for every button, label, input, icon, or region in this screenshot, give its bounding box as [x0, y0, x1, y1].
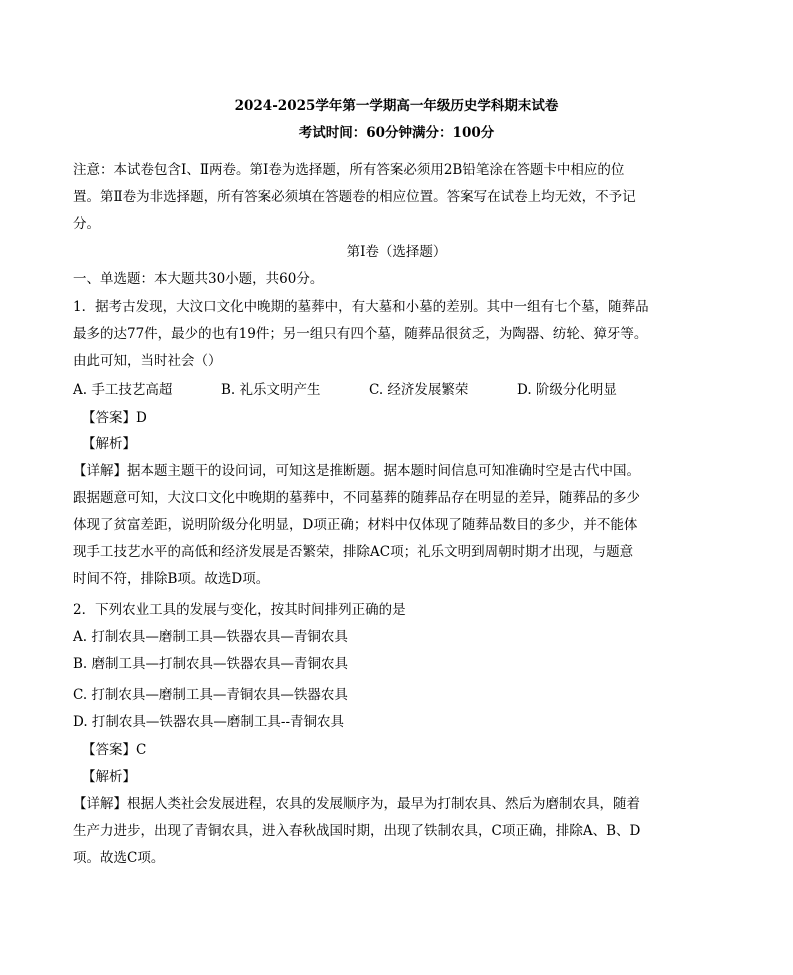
q1-analysis-label: 【解析】 [82, 436, 136, 452]
exam-title: 2024-2025学年第一学期高一年级历史学科期末试卷 [234, 98, 559, 114]
q2-detail-line: 生产力进步，出现了青铜农具，进入春秋战国时期，出现了铁制农具，C项正确，排除A、B、D [73, 823, 641, 839]
q2-option-d: D. 打制农具—铁器农具—磨制工具--青铜农具 [73, 714, 345, 730]
exam-subtitle: 考试时间：60分钟满分：100分 [298, 125, 495, 141]
q2-answer: 【答案】C [82, 742, 147, 758]
q1-detail-line: 【详解】据本题主题干的设问词，可知这是推断题。据本题时间信息可知准确时空是古代中国。 [73, 463, 640, 479]
q2-analysis-label: 【解析】 [82, 769, 136, 785]
q2-detail-line: 【详解】根据人类社会发展进程，农具的发展顺序为，最早为打制农具、然后为磨制农具，随着 [73, 796, 640, 812]
q1-stem-line: 最多的达77件，最少的也有19件；另一组只有四个墓，随葬品很贫乏，为陶器、纺轮、獐牙等。 [73, 326, 648, 342]
notice-line: 置。第Ⅱ卷为非选择题，所有答案必须填在答题卷的相应位置。答案写在试卷上均无效，不予记 [73, 189, 636, 205]
q1-answer: 【答案】D [82, 410, 147, 426]
q1-options [73, 380, 723, 400]
q1-option-d: D. 阶级分化明显 [517, 382, 617, 398]
q1-stem-line: 1．据考古发现，大汶口文化中晚期的墓葬中，有大墓和小墓的差别。其中一组有七个墓，随葬品 [73, 299, 649, 315]
q1-detail-line: 跟据题意可知，大汶口文化中晚期的墓葬中，不同墓葬的随葬品存在明显的差异，随葬品的多少 [73, 490, 640, 506]
q2-detail-line: 项。故选C项。 [73, 850, 165, 866]
q1-detail-line: 时间不符，排除B项。故选D项。 [73, 571, 270, 587]
q2-option-b: B. 磨制工具—打制农具—铁器农具—青铜农具 [73, 656, 349, 672]
q1-stem-line: 由此可知，当时社会（） [73, 353, 222, 369]
q1-option-a: A. 手工技艺高超 [73, 382, 173, 398]
q2-option-a: A. 打制农具—磨制工具—铁器农具—青铜农具 [73, 629, 348, 645]
q1-detail-line: 现手工技艺水平的高低和经济发展是否繁荣，排除AC项；礼乐文明到周朝时期才出现，与题意 [73, 544, 634, 560]
notice-line: 分。 [73, 216, 100, 232]
q2-option-c: C. 打制农具—磨制工具—青铜农具—铁器农具 [73, 687, 348, 703]
section-title: 第Ⅰ卷（选择题） [346, 244, 447, 260]
q1-option-c: C. 经济发展繁荣 [369, 382, 469, 398]
notice-line: 注意：本试卷包含Ⅰ、Ⅱ两卷。第Ⅰ卷为选择题，所有答案必须用2B铅笔涂在答题卡中相应的位 [73, 162, 625, 178]
q1-detail-line: 体现了贫富差距，说明阶级分化明显，D项正确；材料中仅体现了随葬品数目的多少，并不能体 [73, 517, 638, 533]
q2-stem: 2．下列农业工具的发展与变化，按其时间排列正确的是 [73, 602, 406, 618]
part-heading: 一、单选题：本大题共30小题，共60分。 [73, 271, 324, 287]
q1-option-b: B. 礼乐文明产生 [221, 382, 321, 398]
